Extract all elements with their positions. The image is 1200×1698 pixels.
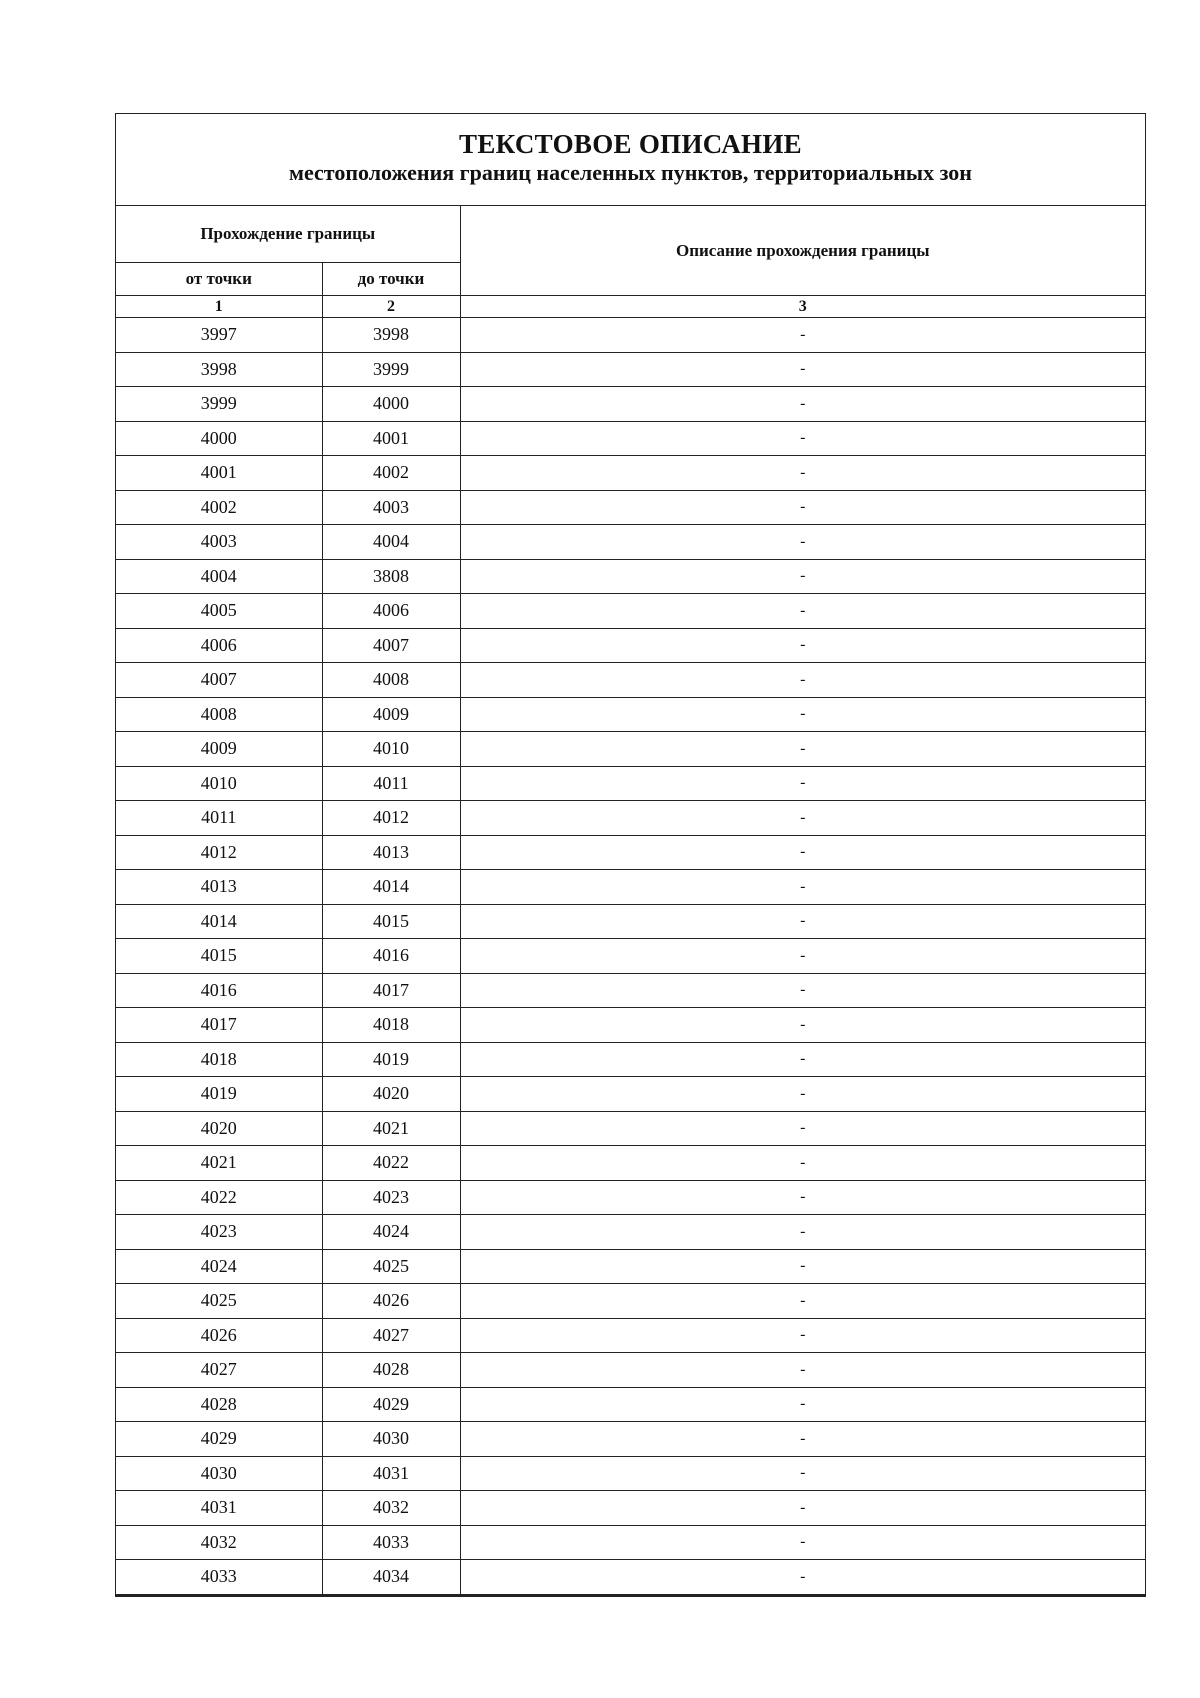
from-point-cell: 4028 (116, 1387, 322, 1422)
description-cell: - (460, 1387, 1145, 1422)
from-point-cell: 4025 (116, 1284, 322, 1319)
description-cell: - (460, 1284, 1145, 1319)
description-cell: - (460, 697, 1145, 732)
from-point-cell: 4018 (116, 1042, 322, 1077)
table-row (116, 697, 1145, 732)
description-cell: - (460, 1249, 1145, 1284)
description-cell: - (460, 766, 1145, 801)
to-point-cell: 4009 (322, 697, 460, 732)
to-point-cell: 4020 (322, 1077, 460, 1112)
from-point-cell: 4013 (116, 870, 322, 905)
header-boundary-passage: Прохождение границы (116, 206, 460, 263)
from-point-cell: 4010 (116, 766, 322, 801)
table-row (116, 1387, 1145, 1422)
table-row (116, 1422, 1145, 1457)
to-point-cell: 4003 (322, 490, 460, 525)
header-to-point: до точки (322, 263, 460, 296)
to-point-cell: 4006 (322, 594, 460, 629)
to-point-cell: 4017 (322, 973, 460, 1008)
document-title: ТЕКСТОВОЕ ОПИСАНИЕ (459, 129, 802, 159)
description-cell: - (460, 732, 1145, 767)
table-row (116, 387, 1145, 422)
description-cell: - (460, 525, 1145, 560)
to-point-cell: 4000 (322, 387, 460, 422)
to-point-cell: 4022 (322, 1146, 460, 1181)
description-cell: - (460, 594, 1145, 629)
description-cell: - (460, 1111, 1145, 1146)
to-point-cell: 3998 (322, 318, 460, 353)
to-point-cell: 4018 (322, 1008, 460, 1043)
table-row (116, 904, 1145, 939)
to-point-cell: 4025 (322, 1249, 460, 1284)
table-row (116, 1318, 1145, 1353)
to-point-cell: 4032 (322, 1491, 460, 1526)
from-point-cell: 4002 (116, 490, 322, 525)
to-point-cell: 3808 (322, 559, 460, 594)
table-row (116, 490, 1145, 525)
from-point-cell: 4032 (116, 1525, 322, 1560)
from-point-cell: 4019 (116, 1077, 322, 1112)
to-point-cell: 4007 (322, 628, 460, 663)
to-point-cell: 4023 (322, 1180, 460, 1215)
from-point-cell: 4001 (116, 456, 322, 491)
from-point-cell: 4005 (116, 594, 322, 629)
description-cell: - (460, 1146, 1145, 1181)
table-row (116, 732, 1145, 767)
to-point-cell: 4030 (322, 1422, 460, 1457)
from-point-cell: 4008 (116, 697, 322, 732)
table-row (116, 1077, 1145, 1112)
table-row (116, 801, 1145, 836)
table-row (116, 1353, 1145, 1388)
to-point-cell: 4026 (322, 1284, 460, 1319)
from-point-cell: 4009 (116, 732, 322, 767)
column-number-2: 2 (322, 296, 460, 318)
table-row (116, 594, 1145, 629)
to-point-cell: 4021 (322, 1111, 460, 1146)
description-cell: - (460, 421, 1145, 456)
from-point-cell: 4000 (116, 421, 322, 456)
from-point-cell: 4031 (116, 1491, 322, 1526)
to-point-cell: 4008 (322, 663, 460, 698)
from-point-cell: 4012 (116, 835, 322, 870)
table-row (116, 1042, 1145, 1077)
table-row (116, 835, 1145, 870)
table-row (116, 870, 1145, 905)
table-row (116, 456, 1145, 491)
to-point-cell: 4012 (322, 801, 460, 836)
from-point-cell: 4014 (116, 904, 322, 939)
table-row (116, 1491, 1145, 1526)
from-point-cell: 4015 (116, 939, 322, 974)
table-row (116, 1111, 1145, 1146)
from-point-cell: 4011 (116, 801, 322, 836)
from-point-cell: 4020 (116, 1111, 322, 1146)
to-point-cell: 4001 (322, 421, 460, 456)
from-point-cell: 4003 (116, 525, 322, 560)
from-point-cell: 4023 (116, 1215, 322, 1250)
table-row (116, 1456, 1145, 1491)
to-point-cell: 4013 (322, 835, 460, 870)
description-cell: - (460, 1525, 1145, 1560)
table-row (116, 1215, 1145, 1250)
table-row (116, 1284, 1145, 1319)
description-cell: - (460, 1042, 1145, 1077)
to-point-cell: 4011 (322, 766, 460, 801)
from-point-cell: 3997 (116, 318, 322, 353)
description-cell: - (460, 904, 1145, 939)
from-point-cell: 4021 (116, 1146, 322, 1181)
column-number-3: 3 (460, 296, 1145, 318)
table-row (116, 939, 1145, 974)
table-row (116, 1180, 1145, 1215)
description-cell: - (460, 663, 1145, 698)
header-description: Описание прохождения границы (460, 206, 1145, 296)
from-point-cell: 4024 (116, 1249, 322, 1284)
description-cell: - (460, 1180, 1145, 1215)
description-cell: - (460, 387, 1145, 422)
from-point-cell: 4006 (116, 628, 322, 663)
to-point-cell: 4015 (322, 904, 460, 939)
to-point-cell: 4034 (322, 1560, 460, 1595)
from-point-cell: 4030 (116, 1456, 322, 1491)
title-block (116, 114, 1145, 206)
from-point-cell: 4033 (116, 1560, 322, 1595)
description-cell: - (460, 490, 1145, 525)
to-point-cell: 4010 (322, 732, 460, 767)
to-point-cell: 4002 (322, 456, 460, 491)
from-point-cell: 4029 (116, 1422, 322, 1457)
description-cell: - (460, 1456, 1145, 1491)
description-cell: - (460, 559, 1145, 594)
description-cell: - (460, 870, 1145, 905)
description-cell: - (460, 628, 1145, 663)
description-cell: - (460, 1215, 1145, 1250)
document-frame (115, 113, 1146, 1596)
table-row (116, 352, 1145, 387)
description-cell: - (460, 352, 1145, 387)
table-row (116, 421, 1145, 456)
to-point-cell: 4027 (322, 1318, 460, 1353)
to-point-cell: 3999 (322, 352, 460, 387)
to-point-cell: 4033 (322, 1525, 460, 1560)
from-point-cell: 4026 (116, 1318, 322, 1353)
description-cell: - (460, 1077, 1145, 1112)
table-row (116, 525, 1145, 560)
description-cell: - (460, 1318, 1145, 1353)
description-cell: - (460, 1422, 1145, 1457)
to-point-cell: 4004 (322, 525, 460, 560)
table-row (116, 1525, 1145, 1560)
to-point-cell: 4029 (322, 1387, 460, 1422)
column-number-1: 1 (116, 296, 322, 318)
from-point-cell: 4007 (116, 663, 322, 698)
from-point-cell: 4022 (116, 1180, 322, 1215)
description-cell: - (460, 973, 1145, 1008)
table-row (116, 1249, 1145, 1284)
description-cell: - (460, 456, 1145, 491)
description-cell: - (460, 835, 1145, 870)
table-row (116, 663, 1145, 698)
from-point-cell: 4027 (116, 1353, 322, 1388)
description-cell: - (460, 318, 1145, 353)
table-row (116, 559, 1145, 594)
to-point-cell: 4014 (322, 870, 460, 905)
from-point-cell: 4004 (116, 559, 322, 594)
description-cell: - (460, 1560, 1145, 1595)
to-point-cell: 4019 (322, 1042, 460, 1077)
to-point-cell: 4031 (322, 1456, 460, 1491)
header-from-point: от точки (116, 263, 322, 296)
description-cell: - (460, 1353, 1145, 1388)
table-row (116, 1146, 1145, 1181)
from-point-cell: 4016 (116, 973, 322, 1008)
to-point-cell: 4016 (322, 939, 460, 974)
to-point-cell: 4024 (322, 1215, 460, 1250)
table-row (116, 973, 1145, 1008)
table-row (116, 1560, 1145, 1595)
description-cell: - (460, 1491, 1145, 1526)
table-row (116, 766, 1145, 801)
table-row (116, 318, 1145, 353)
from-point-cell: 4017 (116, 1008, 322, 1043)
document-subtitle: местоположения границ населенных пунктов, территориальных зон (289, 160, 972, 185)
table-body (116, 318, 1145, 1595)
from-point-cell: 3998 (116, 352, 322, 387)
from-point-cell: 3999 (116, 387, 322, 422)
description-cell: - (460, 939, 1145, 974)
description-cell: - (460, 1008, 1145, 1043)
table-row (116, 628, 1145, 663)
table-row (116, 1008, 1145, 1043)
boundary-table (116, 206, 1145, 1595)
table-end-rule (115, 1596, 1146, 1597)
description-cell: - (460, 801, 1145, 836)
to-point-cell: 4028 (322, 1353, 460, 1388)
